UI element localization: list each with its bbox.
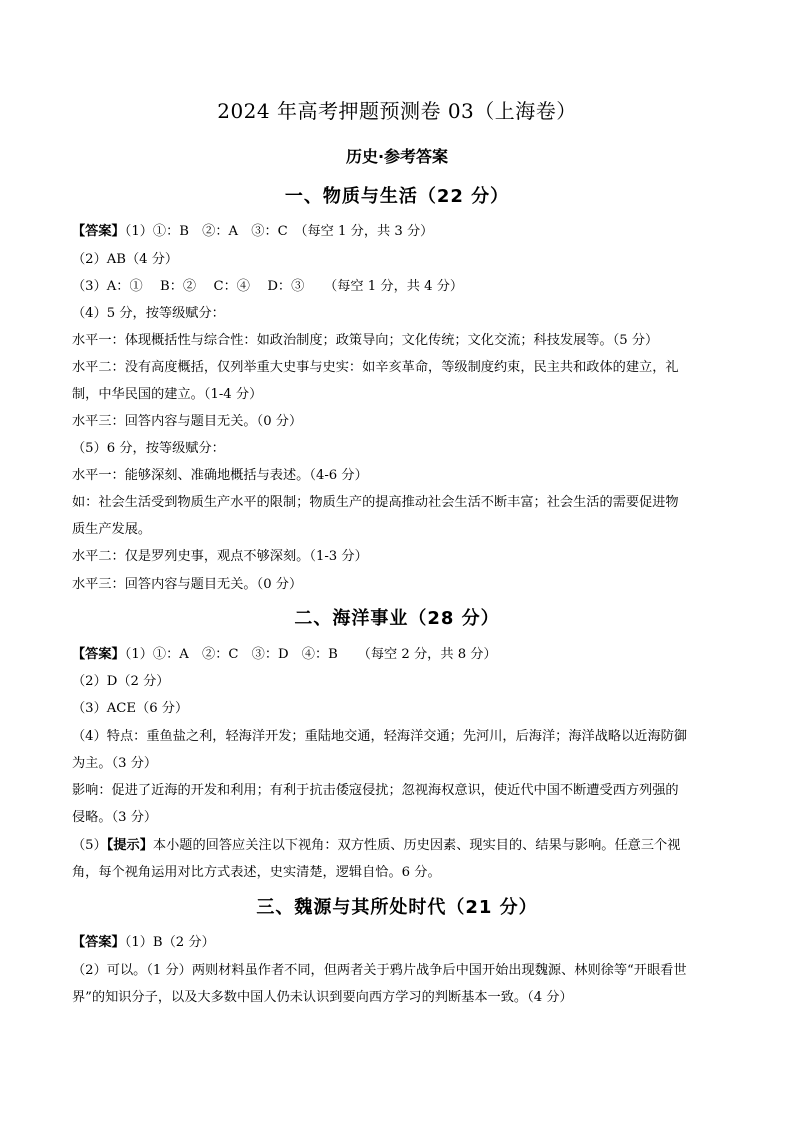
- section-heading-3: 三、魏源与其所处时代（21 分）: [256, 897, 538, 918]
- answer-line: 水平三：回答内容与题目无关。（0 分）: [72, 577, 303, 592]
- answer-line: 角，每个视角运用对比方式表述，史实清楚，逻辑自恰。6 分。: [72, 865, 441, 880]
- answer-line: 制，中华民国的建立。（1-4 分）: [72, 387, 263, 402]
- answer-line: （5）6 分，按等级赋分：: [72, 441, 225, 456]
- answer-tag: 【答案】: [72, 935, 125, 950]
- answer-text: （5）: [72, 838, 107, 853]
- answer-line: 影响：促进了近海的开发和利用；有利于抗击倭寇侵扰；忽视海权意识，使近代中国不断遭受西方列强的: [72, 783, 679, 798]
- answer-text: （1）B（2 分）: [124, 935, 215, 950]
- section-heading-2: 二、海洋事业（28 分）: [294, 608, 500, 629]
- answer-line: （3）A：① B：② C：④ D：③ （每空 1 分，共 4 分）: [72, 279, 464, 294]
- answer-line: （2）D（2 分）: [72, 674, 170, 689]
- answer-line: 侵略。（3 分）: [72, 810, 158, 825]
- answer-line: 水平二：没有高度概括，仅列举重大史事与史实：如辛亥革命，等级制度约束，民主共和政体的建立，礼: [72, 360, 679, 375]
- answer-line: （2）可以。（1 分）两则材料虽作者不同，但两者关于鸦片战争后中国开始出现魏源、林则徐等“开眼看世: [72, 963, 687, 978]
- answer-line: （4）特点：重鱼盐之利，轻海洋开发；重陆地交通，轻海洋交通；先河川，后海洋；海洋战略以近海防御: [72, 729, 688, 744]
- hint-tag: 【提示】: [106, 838, 153, 853]
- answer-line: 为主。（3 分）: [72, 756, 158, 771]
- answer-line: [72, 645, 732, 665]
- answer-line: [72, 933, 732, 953]
- document-subtitle: 历史·参考答案: [345, 147, 449, 166]
- document-title: 2024 年高考押题预测卷 03（上海卷）: [217, 99, 577, 123]
- section-heading-1: 一、物质与生活（22 分）: [284, 186, 510, 207]
- answer-line: [72, 222, 732, 242]
- answer-line: 水平一：能够深刻、准确地概括与表述。（4-6 分）: [72, 468, 368, 483]
- answer-line: （3）ACE（6 分）: [72, 701, 189, 716]
- answer-tag: 【答案】: [72, 647, 125, 662]
- answer-line: [72, 836, 732, 856]
- answer-text: 本小题的回答应关注以下视角：双方性质、历史因素、现实目的、结果与影响。任意三个视: [152, 838, 681, 853]
- answer-line: （4）5 分，按等级赋分：: [72, 306, 225, 321]
- answer-line: 水平一：体现概括性与综合性：如政治制度；政策导向；文化传统；文化交流；科技发展等。（5 分）: [72, 333, 659, 348]
- answer-line: 如：社会生活受到物质生产水平的限制；物质生产的提高推动社会生活不断丰富；社会生活的需要促进物: [72, 495, 679, 510]
- answer-line: （2）AB（4 分）: [72, 252, 179, 267]
- answer-line: 水平二：仅是罗列史事，观点不够深刻。（1-3 分）: [72, 549, 368, 564]
- answer-tag: 【答案】: [72, 224, 125, 239]
- answer-line: 质生产发展。: [72, 522, 152, 537]
- answer-text: （1）①：B ②：A ③：C （每空 1 分，共 3 分）: [124, 224, 434, 239]
- answer-line: 界”的知识分子，以及大多数中国人仍未认识到要向西方学习的判断基本一致。（4 分）: [72, 990, 573, 1005]
- answer-text: （1）①：A ②：C ③：D ④：B （每空 2 分，共 8 分）: [124, 647, 497, 662]
- answer-line: 水平三：回答内容与题目无关。（0 分）: [72, 414, 303, 429]
